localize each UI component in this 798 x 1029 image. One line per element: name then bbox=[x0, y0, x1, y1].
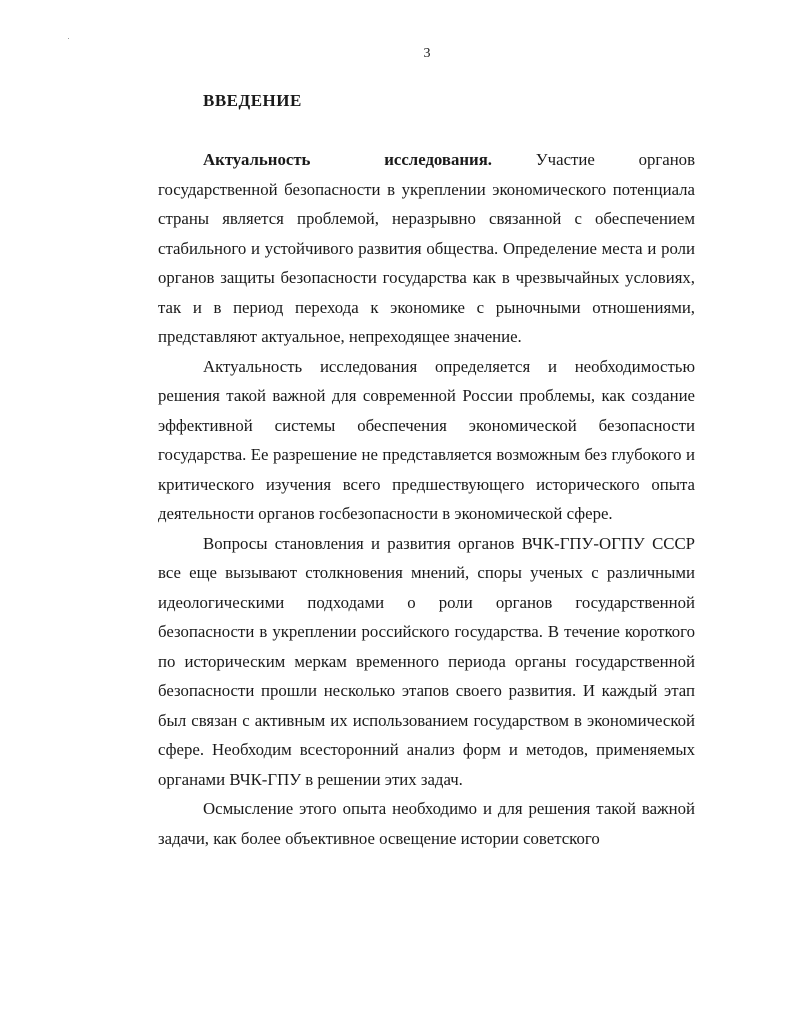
section-heading: ВВЕДЕНИЕ bbox=[203, 91, 302, 110]
page-number: 3 bbox=[423, 46, 431, 61]
paragraph-4: Осмысление этого опыта необходимо и для решения такой важной задачи, как более объективное освещение истории советского bbox=[158, 799, 695, 848]
paragraph-1 bbox=[158, 145, 695, 352]
paragraph-lead: Актуальность исследования. bbox=[203, 150, 492, 169]
paragraph-1-text: Участие органов государственной безопасности в укреплении экономического потенциала страны является проблемой, неразрывно связанной с обеспечением стабильного и устойчивого развития общества. Определение места и роли органов защиты безопасности государства как в чрезвычайных условиях, так и в период перехода к экономике с рыночными отношениями, представляют актуальное, непреходящее значение. bbox=[158, 150, 695, 346]
paragraph-3: Вопросы становления и развития органов ВЧК-ГПУ-ОГПУ СССР все еще вызывают столкновения мнений, споры ученых с различными идеологическими подходами о роли органов государственной безопасности в укреплении российского государства. В течение короткого по историческим меркам временного периода органы государственной безопасности прошли несколько этапов своего развития. И каждый этап был связан с активным их использованием государством в экономической сфере. Необходим всесторонний анализ форм и методов, применяемых органами ВЧК-ГПУ в решении этих задач. bbox=[158, 533, 695, 789]
paragraph-2: Актуальность исследования определяется и необходимостью решения такой важной для современной России проблемы, как создание эффективной системы обеспечения экономической безопасности государства. Ее разрешение не представляется возможным без глубокого и критического изучения всего предшествующего исторического опыта деятельности органов госбезопасности в экономической сфере. bbox=[158, 356, 695, 523]
body-text bbox=[158, 145, 695, 853]
scan-mark bbox=[68, 38, 69, 39]
